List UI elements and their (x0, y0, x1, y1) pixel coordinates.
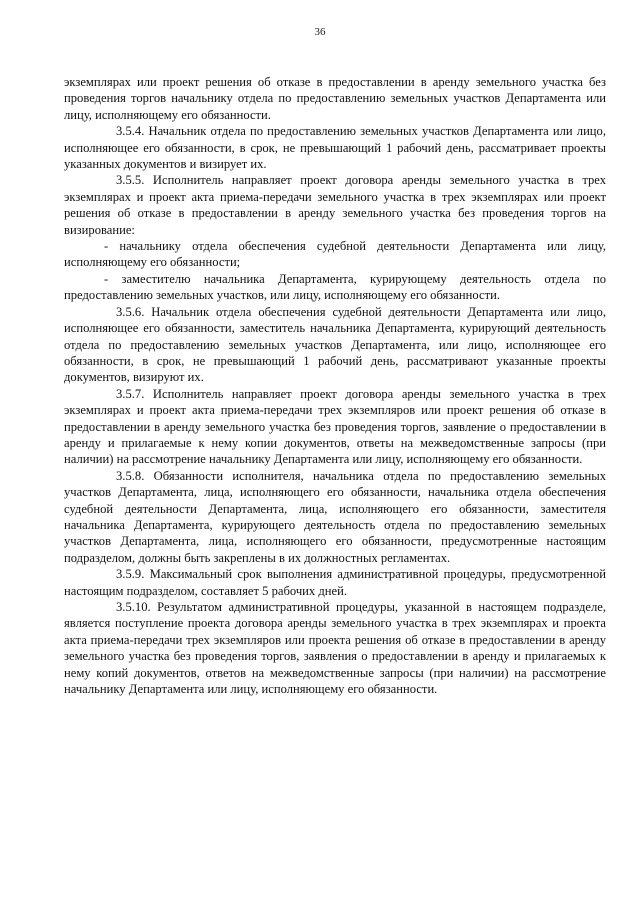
list-item-judicial-department: - начальнику отдела обеспечения судебной деятельности Департамента или лицу, исполняющему его обязанности; (64, 239, 606, 270)
list-item-deputy-head: - заместителю начальника Департамента, курирующему деятельность отдела по предоставлению земельных участков, или лицу, исполняющему его обязанности. (64, 271, 606, 303)
paragraph-3-5-8: 3.5.8. Обязанности исполнителя, начальника отдела по предоставлению земельных участков Департамента, лица, исполняющего его обязанности, начальника отдела обеспечения судебной деятельности Департамента, лица, исполняющего его обязанности, заместителя начальника Департамента, курирующего деятельность отдела по предоставлению земельных участков Департамента, лица, исполняющего его обязанности, предусмотренные настоящим подразделом, должны быть закреплены в их должностных регламентах. (64, 468, 606, 565)
paragraph-3-5-4: 3.5.4. Начальник отдела по предоставлению земельных участков Департамента или лицо, исполняющее его обязанности, в срок, не превышающий 1 рабочий день, рассматривает проекты указанных документов и визирует их. (64, 124, 606, 172)
page-number: 36 (314, 26, 326, 38)
document-body (64, 74, 606, 697)
paragraph-3-5-9: 3.5.9. Максимальный срок выполнения административной процедуры, предусмотренной настоящим подразделом, составляет 5 рабочих дней. (64, 567, 606, 598)
paragraph-3-5-10: 3.5.10. Результатом административной процедуры, указанной в настоящем подразделе, является поступление проекта договора аренды земельного участка в трех экземплярах и проекта акта приема-передачи трех экземпляров или проекта решения об отказе в предоставлении в аренду земельного участка без проведения торгов, заявления о предоставлении в аренду и прилагаемых к нему копий документов, ответов на межведомственные запросы (при наличии) на рассмотрение начальнику Департамента или лицу, исполняющему его обязанности. (64, 600, 606, 697)
paragraph-3-5-5: 3.5.5. Исполнитель направляет проект договора аренды земельного участка в трех экземплярах и проект акта приема-передачи земельного участка в трех экземплярах или проект решения об отказе в предоставлении в аренду земельного участка без проведения торгов на визирование: (64, 173, 606, 237)
paragraph-continuation: экземплярах или проект решения об отказе в предоставлении в аренду земельного участка без проведения торгов начальнику отдела по предоставлению земельных участков Департамента или лицу, исполняющему его обязанности. (64, 75, 606, 122)
paragraph-3-5-7: 3.5.7. Исполнитель направляет проект договора аренды земельного участка в трех экземплярах и проект акта приема-передачи трех экземпляров или проект решения об отказе в предоставлении в аренду земельного участка без проведения торгов, заявление о предоставлении в аренду и прилагаемые к нему копии документов, ответы на межведомственные запросы (при наличии) на рассмотрение начальнику Департамента или лицу, исполняющему его обязанности. (64, 386, 606, 467)
paragraph-3-5-6: 3.5.6. Начальник отдела обеспечения судебной деятельности Департамента или лицо, исполняющее его обязанности, заместитель начальника Департамента, курирующий деятельность отдела по предоставлению земельных участков Департамента, или лицо, исполняющее его обязанности, в срок, не превышающий 1 рабочий день, рассматривают указанные проекты документов, визируют их. (64, 304, 606, 385)
